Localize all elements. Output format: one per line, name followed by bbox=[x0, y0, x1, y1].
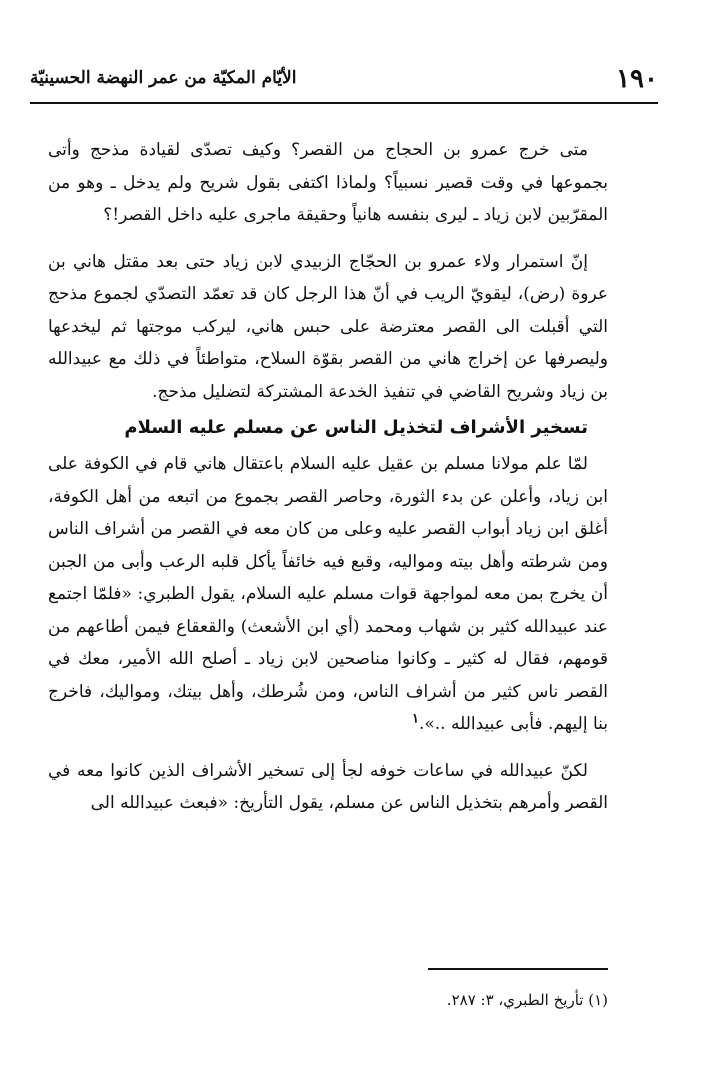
paragraph-3 bbox=[48, 448, 608, 741]
footnote-marker: ١ bbox=[411, 711, 419, 727]
running-title: الأيّام المكيّة من عمر النهضة الحسينيّة bbox=[30, 68, 297, 88]
page-header bbox=[30, 58, 658, 98]
main-text bbox=[48, 134, 608, 820]
paragraph-3-text: لمّا علم مولانا مسلم بن عقيل عليه السلام باعتقال هاني قام في الكوفة على ابن زياد، وأعلن عن بدء الثورة، وحاصر القصر بجموع من اتبعه من أهل الكوفة، أغلق ابن زياد أبواب القصر عليه وعلى من كان معه في القصر من أشراف الناس ومن شرطته وأهل بيته ومواليه، وقبع فيه خائفاً يأكل قلبه الرعب وأبى من الجبن أن يخرج بمن معه لمواجهة قوات مسلم عليه السلام، يقول الطبري: «فلمّا اجتمع عند عبيدالله كثير بن شهاب ومحمد (أي ابن الأشعث) والقعقاع فيمن أطاعهم من قومهم، فقال له كثير ـ وكانوا مناصحين لابن زياد ـ أصلح الله الأمير، معك في القصر ناس كثير من أشراف الناس، ومن شُرطك، وأهل بيتك، ومواليك، فاخرج بنا إليهم. فأبى عبيدالله ..». bbox=[48, 454, 608, 734]
paragraph-4: لكنّ عبيدالله في ساعات خوفه لجأ إلى تسخير الأشراف الذين كانوا معه في القصر وأمرهم بتخذيل الناس عن مسلم، يقول التأريخ: «فبعث عبيدالله الى bbox=[48, 760, 608, 813]
footnote-divider bbox=[428, 968, 608, 970]
paragraph-2: إنّ استمرار ولاء عمرو بن الحجّاج الزبيدي لابن زياد حتى بعد مقتل هاني بن عروة (رض)، ليقويّ الريب في أنّ هذا الرجل كان قد تعمّد التصدّي لجموع مذحج التي أقبلت الى القصر معترضة على حبس هاني، ليركب موجتها ثم ليخدعها وليصرفها عن إخراج هاني من القصر بقوّة السلاح، متواطئاً في ذلك مع عبيدالله بن زياد وشريح القاضي في تنفيذ الخدعة المشتركة لتضليل مذحج. bbox=[48, 251, 608, 402]
page-number: ١٩٠ bbox=[616, 64, 658, 94]
section-heading: تسخير الأشراف لتخذيل الناس عن مسلم عليه السلام bbox=[124, 417, 588, 438]
footnote: (١) تأريخ الطبري، ٣: ٢٨٧. bbox=[446, 991, 608, 1009]
paragraph-1: متى خرج عمرو بن الحجاج من القصر؟ وكيف تصدّى لقيادة مذحج وأتى بجموعها في وقت قصير نسبياً؟ ولماذا اكتفى بقول شريح ولم يدخل ـ وهو من المقرّبين لابن زياد ـ ليرى بنفسه هانياً وحقيقة ماجرى عليه داخل القصر!؟ bbox=[48, 140, 608, 225]
header-divider bbox=[30, 102, 658, 104]
